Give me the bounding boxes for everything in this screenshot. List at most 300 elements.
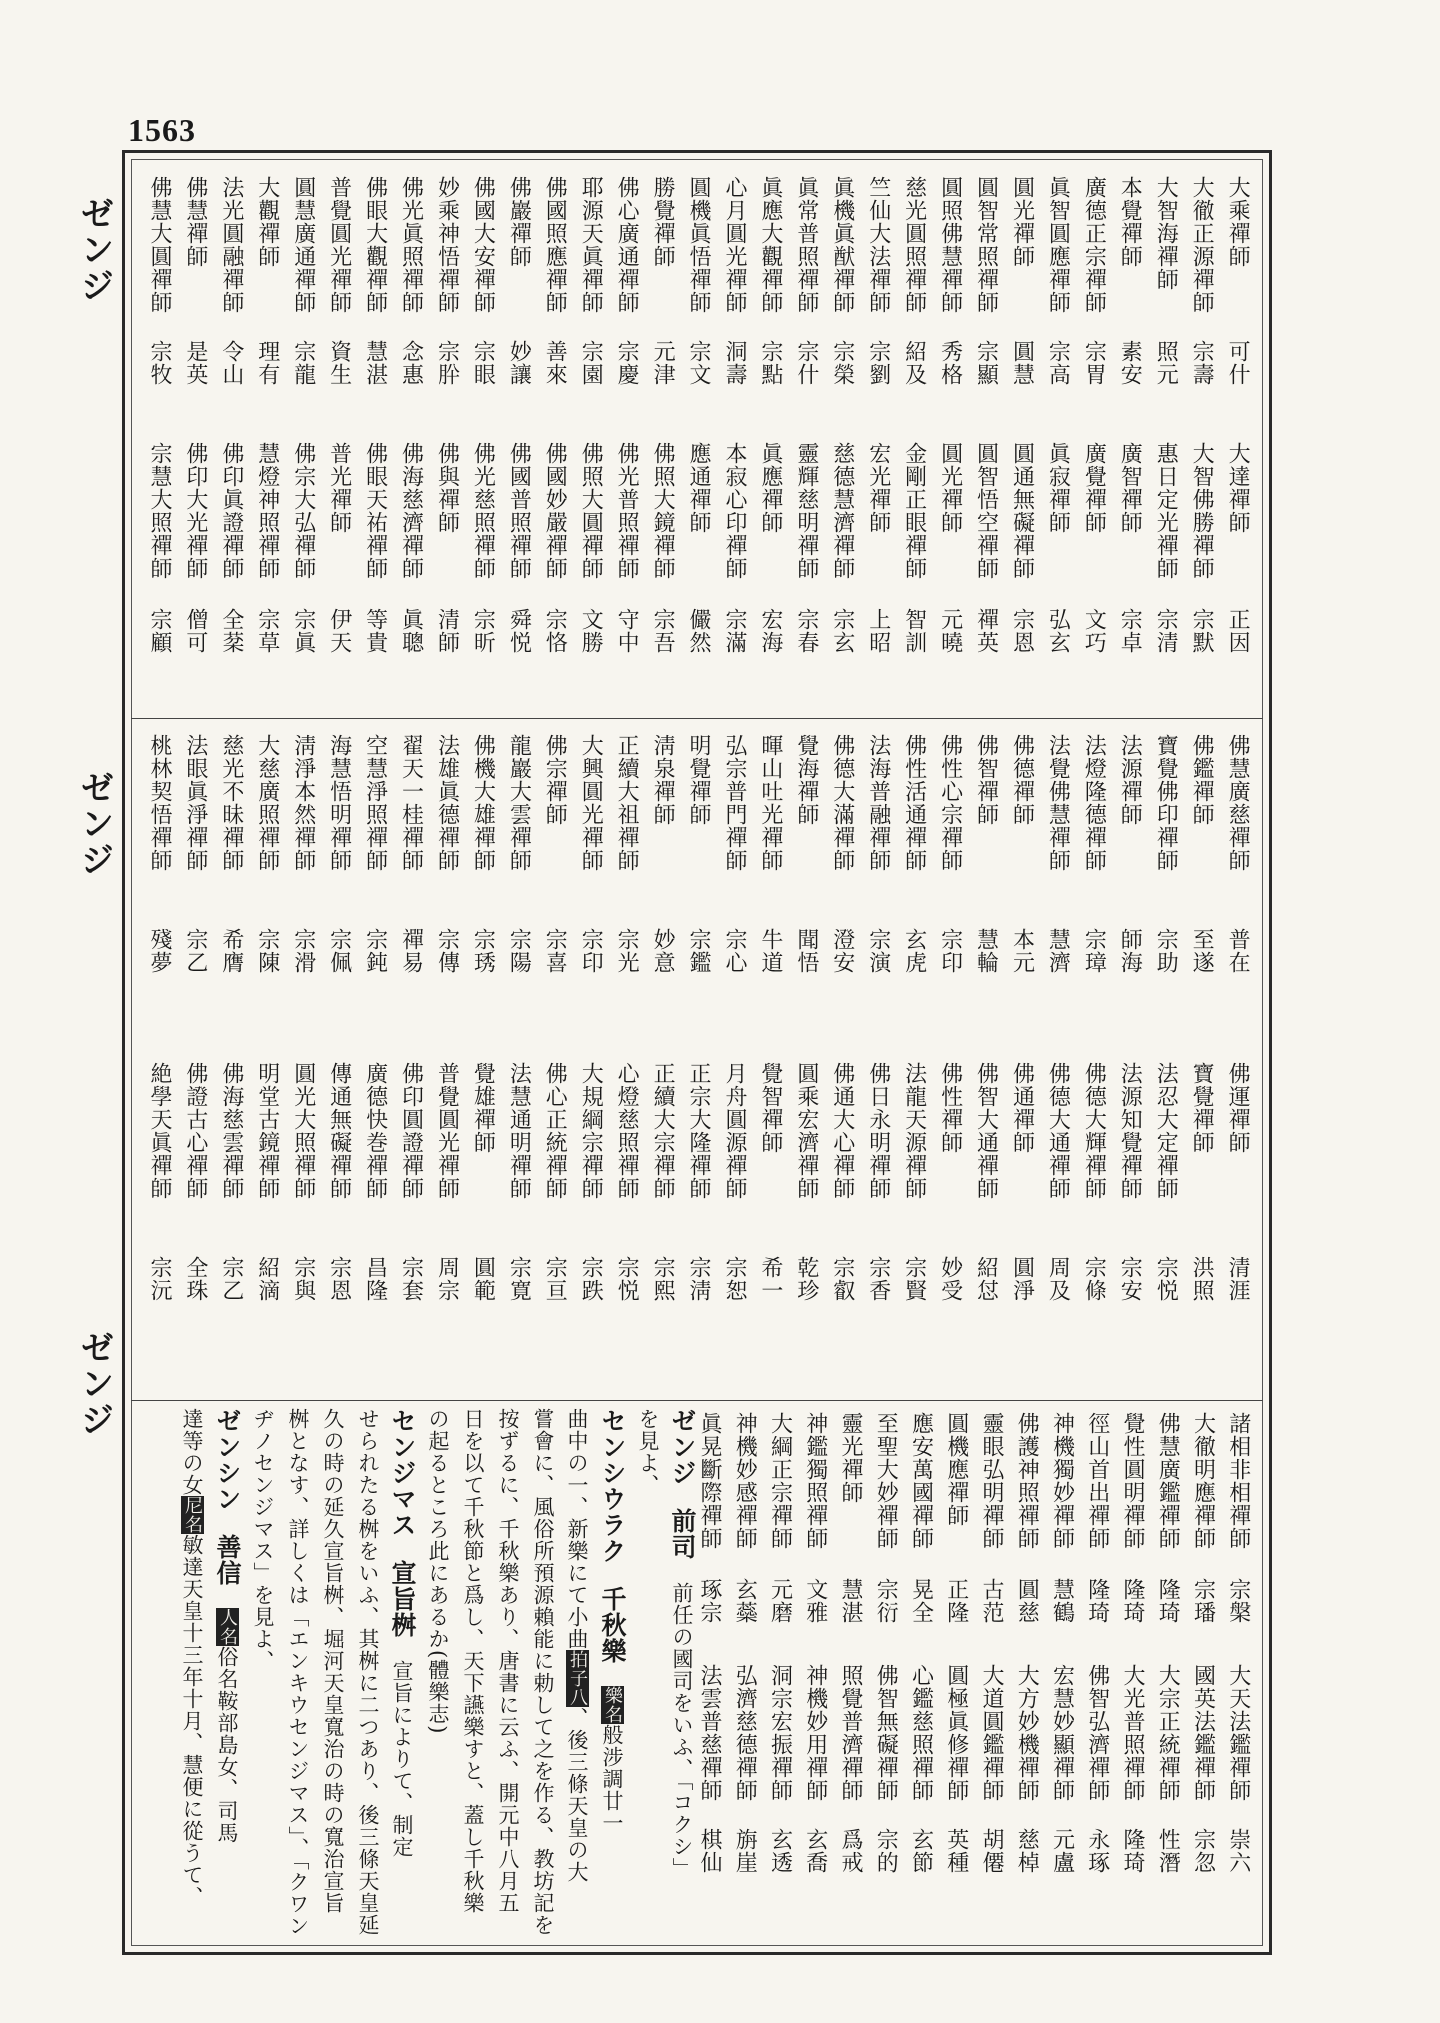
zen-master-title: 佛慧大圓禪師: [146, 176, 172, 314]
entry-text: 桝となす、詳しくは「エンキウセンジマス」、「クワン: [286, 1408, 310, 1937]
entry-column: [1007, 1408, 1042, 1938]
entry-column: [427, 730, 463, 1395]
zen-master-name: 宗助: [1153, 928, 1179, 974]
zen-master-name: 宗胃: [1081, 340, 1107, 386]
zen-master-title: 圓極眞修禪師: [943, 1664, 969, 1802]
zen-master-name: 文勝: [578, 608, 604, 654]
zen-master-title: 法海普融禪師: [865, 734, 891, 872]
zen-master-name: 周宗: [434, 1256, 460, 1302]
zen-master-title: 寶覺佛印禪師: [1153, 734, 1179, 872]
band-1-entries: [140, 172, 1254, 712]
zen-master-title: 宗慧大照禪師: [146, 442, 172, 580]
zen-master-name: 崇六: [1225, 1828, 1251, 1874]
zen-master-name: 澄安: [829, 928, 855, 974]
zen-master-title: 廣覺禪師: [1081, 442, 1107, 534]
zen-master-title: 佛通大心禪師: [829, 1062, 855, 1200]
zen-master-name: 清師: [434, 608, 460, 654]
entry-column: [571, 172, 607, 712]
zen-master-name: 殘夢: [146, 928, 172, 974]
zen-master-name: 宗佩: [326, 928, 352, 974]
zen-master-title: 佛國妙嚴禪師: [542, 442, 568, 580]
zen-master-name: 牛道: [757, 928, 783, 974]
prose-col: [385, 1408, 420, 1938]
entry-column: [643, 172, 679, 712]
entry-column: [284, 730, 320, 1395]
entry-column: [823, 172, 859, 712]
zen-master-title: 佛德禪師: [1009, 734, 1035, 826]
entry-column: [831, 1408, 866, 1938]
zen-master-name: 宗園: [578, 340, 604, 386]
entry-column: [761, 1408, 796, 1938]
zen-master-name: 乾珍: [793, 1256, 819, 1302]
zen-master-title: 大方妙機禪師: [1014, 1664, 1040, 1802]
zen-master-name: 宗琇: [470, 928, 496, 974]
entry-heading: センシウラク: [598, 1408, 627, 1564]
zen-master-name: 宗卓: [1117, 608, 1143, 654]
prose-entries: [140, 1408, 700, 1938]
zen-master-title: 佛慧廣鑑禪師: [1155, 1412, 1181, 1550]
zen-master-title: 大智佛勝禪師: [1189, 442, 1215, 580]
zen-master-name: 棋仙: [697, 1828, 722, 1874]
zen-master-name: 宗與: [290, 1256, 316, 1302]
zen-master-title: 海慧悟明禪師: [326, 734, 352, 872]
prose-col: [315, 1408, 350, 1938]
zen-master-name: 宗榮: [829, 340, 855, 386]
entry-column: [931, 730, 967, 1395]
entry-column: [1043, 1408, 1078, 1938]
zen-master-title: 心鑑慈照禪師: [908, 1664, 934, 1802]
zen-master-name: 文巧: [1081, 608, 1107, 654]
zen-master-title: 佛眼大觀禪師: [362, 176, 388, 314]
side-header-2: ゼンジ: [74, 770, 114, 878]
zen-master-name: 宗玄: [829, 608, 855, 654]
zen-master-title: 大智海禪師: [1153, 176, 1179, 291]
zen-master-name: 宗亘: [542, 1256, 568, 1302]
zen-master-title: 佛機大雄禪師: [470, 734, 496, 872]
zen-master-title: 法覺佛慧禪師: [1045, 734, 1071, 872]
zen-master-name: 琢宗: [697, 1578, 722, 1624]
zen-master-title: 佛智大通禪師: [973, 1062, 999, 1200]
zen-master-name: 希一: [757, 1256, 783, 1302]
zen-master-name: 禪英: [973, 608, 999, 654]
zen-master-title: 本寂心印禪師: [721, 442, 747, 580]
zen-master-name: 玄透: [767, 1828, 793, 1874]
zen-master-title: 勝覺禪師: [650, 176, 676, 268]
prose-col: [280, 1408, 315, 1938]
zen-master-name: 隆琦: [1084, 1578, 1110, 1624]
zen-master-name: 上昭: [865, 608, 891, 654]
zen-master-title: 淸泉禪師: [650, 734, 676, 826]
zen-master-name: 宗沅: [146, 1256, 172, 1302]
zen-master-name: 宗鑑: [686, 928, 711, 974]
zen-master-title: 佛印圓證禪師: [398, 1062, 424, 1200]
zen-master-title: 佛智禪師: [973, 734, 999, 826]
zen-master-name: 宗劉: [865, 340, 891, 386]
zen-master-title: 大達禪師: [1225, 442, 1251, 534]
zen-master-name: 玄節: [908, 1828, 934, 1874]
zen-master-name: 玄蘂: [732, 1578, 758, 1624]
zen-master-title: 佛慧禪師: [182, 176, 208, 268]
entry-column: [248, 172, 284, 712]
entry-column: [796, 1408, 831, 1938]
band-divider-1: [131, 718, 1263, 719]
zen-master-title: 佛海慈雲禪師: [218, 1062, 244, 1200]
prose-col: [560, 1408, 595, 1938]
entry-column: [607, 730, 643, 1395]
zen-master-title: 眞應大觀禪師: [757, 176, 783, 314]
zen-master-title: 大慈廣照禪師: [254, 734, 280, 872]
zen-master-title: 法龍天源禪師: [901, 1062, 927, 1200]
zen-master-title: 本覺禪師: [1117, 176, 1143, 268]
prose-col: [175, 1408, 210, 1938]
zen-master-name: 慧鶴: [1049, 1578, 1075, 1624]
zen-master-title: 大乘禪師: [1225, 176, 1251, 268]
zen-master-title: 大興圓光禪師: [578, 734, 604, 872]
zen-master-title: 法眼眞淨禪師: [182, 734, 208, 872]
zen-master-title: 佛運禪師: [1225, 1062, 1251, 1154]
zen-master-title: 妙乘神悟禪師: [434, 176, 460, 314]
entry-column: [1074, 730, 1110, 1395]
zen-master-title: 佛眼天祐禪師: [362, 442, 388, 580]
zen-master-name: 聞悟: [793, 928, 819, 974]
entry-text: ヂノセンジマス」を見よ、: [251, 1408, 275, 1672]
zen-master-title: 普光禪師: [326, 442, 352, 534]
prose-col: [210, 1408, 245, 1938]
zen-master-title: 耶源天眞禪師: [578, 176, 604, 314]
zen-master-title: 佛德大滿禪師: [829, 734, 855, 872]
entry-column: [895, 730, 931, 1395]
zen-master-name: 宗心: [721, 928, 747, 974]
zen-master-title: 大道圓鑑禪師: [979, 1664, 1004, 1802]
entry-column: [1182, 730, 1218, 1395]
zen-master-title: 佛慧廣慈禪師: [1225, 734, 1251, 872]
entry-column: [607, 172, 643, 712]
zen-master-title: 正宗大隆禪師: [686, 1062, 711, 1200]
zen-master-title: 圓機眞悟禪師: [686, 176, 711, 314]
entry-column: [356, 172, 392, 712]
zen-master-title: 眞機眞猷禪師: [829, 176, 855, 314]
zen-master-name: 胡僊: [979, 1828, 1004, 1874]
zen-master-name: 慧輪: [973, 928, 999, 974]
prose-col: [595, 1408, 630, 1938]
zen-master-name: 晃全: [908, 1578, 934, 1624]
band-3-entries: [690, 1408, 1254, 1938]
zen-master-title: 佛智無礙禪師: [873, 1664, 899, 1802]
zen-master-title: 大光普照禪師: [1120, 1664, 1145, 1802]
entry-column: [571, 730, 607, 1395]
zen-master-name: 爲戒: [838, 1828, 863, 1874]
entry-tag: 尼名: [182, 1496, 203, 1534]
prose-col: [490, 1408, 525, 1938]
zen-master-title: 佛與禪師: [434, 442, 460, 534]
zen-master-name: 宗印: [578, 928, 604, 974]
zen-master-title: 至聖大妙禪師: [873, 1412, 899, 1550]
entry-column: [725, 1408, 760, 1938]
zen-master-title: 月舟圓源禪師: [721, 1062, 747, 1200]
entry-column: [1110, 172, 1146, 712]
prose-col: [525, 1408, 560, 1938]
entry-column: [356, 730, 392, 1395]
zen-master-name: 慈棹: [1014, 1828, 1040, 1874]
zen-master-name: 旃崖: [732, 1828, 758, 1874]
zen-master-title: 佛巖禪師: [506, 176, 532, 268]
zen-master-title: 大天法鑑禪師: [1225, 1664, 1251, 1802]
entry-column: [866, 1408, 901, 1938]
zen-master-title: 佛日永明禪師: [865, 1062, 891, 1200]
zen-master-title: 惠日定光禪師: [1153, 442, 1179, 580]
zen-master-name: 宗喜: [542, 928, 568, 974]
zen-master-name: 令山: [218, 340, 244, 386]
zen-master-name: 宗香: [865, 1256, 891, 1302]
zen-master-title: 眞常普照禪師: [793, 176, 819, 314]
zen-master-title: 圓機應禪師: [943, 1412, 969, 1527]
zen-master-name: 僧可: [182, 608, 208, 654]
zen-master-name: 玄喬: [802, 1828, 828, 1874]
zen-master-title: 諸相非相禪師: [1225, 1412, 1251, 1550]
zen-master-title: 圓光禪師: [937, 442, 963, 534]
zen-master-name: 圓慈: [1014, 1578, 1040, 1624]
entry-column: [859, 172, 895, 712]
zen-master-name: 宗牧: [146, 340, 172, 386]
entry-column: [212, 730, 248, 1395]
zen-master-title: 眞晃斷際禪師: [697, 1412, 722, 1550]
zen-master-title: 宏光禪師: [865, 442, 891, 534]
zen-master-title: 佛智弘濟禪師: [1084, 1664, 1110, 1802]
entry-column: [284, 172, 320, 712]
zen-master-title: 佛護神照禪師: [1014, 1412, 1040, 1550]
zen-master-title: 覺智禪師: [757, 1062, 783, 1154]
entry-column: [1182, 172, 1218, 712]
zen-master-name: 宗衍: [873, 1578, 899, 1624]
entry-column: [1038, 730, 1074, 1395]
zen-master-title: 翟天一桂禪師: [398, 734, 424, 872]
zen-master-name: 等貴: [362, 608, 388, 654]
zen-master-name: 宗壽: [1189, 340, 1215, 386]
zen-master-title: 龍巖大雲禪師: [506, 734, 532, 872]
zen-master-name: 全棻: [218, 608, 244, 654]
zen-master-title: 眞智圓應禪師: [1045, 176, 1071, 314]
zen-master-title: 神鑑獨照禪師: [802, 1412, 828, 1550]
zen-master-title: 覺性圓明禪師: [1120, 1412, 1145, 1550]
zen-master-name: 本元: [1009, 928, 1035, 974]
prose-col: [245, 1408, 280, 1938]
zen-master-title: 佛通禪師: [1009, 1062, 1035, 1154]
zen-master-name: 宗跌: [578, 1256, 604, 1302]
zen-master-name: 宗傳: [434, 928, 460, 974]
zen-master-name: 隆琦: [1120, 1578, 1145, 1624]
zen-master-name: 元曉: [937, 608, 963, 654]
zen-master-title: 法雲普慈禪師: [697, 1664, 722, 1802]
zen-master-title: 大宗正統禪師: [1155, 1664, 1181, 1802]
zen-master-title: 圓智悟空禪師: [973, 442, 999, 580]
zen-master-name: 素安: [1117, 340, 1143, 386]
zen-master-name: 宗春: [793, 608, 819, 654]
entry-column: [463, 172, 499, 712]
zen-master-name: 元津: [650, 340, 676, 386]
zen-master-name: 宗滿: [721, 608, 747, 654]
entry-text: 敏達天皇十三年十月、慧便に從うて、: [180, 1534, 204, 1908]
zen-master-name: 智訓: [901, 608, 927, 654]
entry-title: 宣旨桝: [388, 1560, 417, 1638]
zen-master-name: 念惠: [398, 340, 424, 386]
entry-column: [823, 730, 859, 1395]
entry-column: [176, 172, 212, 712]
zen-master-name: 宗璋: [1081, 928, 1107, 974]
entry-text: 宣旨によりて、制定: [390, 1660, 414, 1858]
zen-master-title: 佛光眞照禪師: [398, 176, 424, 314]
entry-column: [1002, 730, 1038, 1395]
zen-master-title: 寶覺禪師: [1189, 1062, 1215, 1154]
zen-master-title: 普覺圓光禪師: [434, 1062, 460, 1200]
zen-master-name: 宗賢: [901, 1256, 927, 1302]
zen-master-name: 宗高: [1045, 340, 1071, 386]
zen-master-name: 元盧: [1049, 1828, 1075, 1874]
zen-master-title: 神機妙感禪師: [732, 1412, 758, 1550]
zen-master-title: 暉山吐光禪師: [757, 734, 783, 872]
zen-master-title: 慧燈神照禪師: [254, 442, 280, 580]
zen-master-title: 廣智禪師: [1117, 442, 1143, 534]
band-2-entries: [140, 730, 1254, 1395]
zen-master-name: 舜悦: [506, 608, 532, 654]
zen-master-title: 明堂古鏡禪師: [254, 1062, 280, 1200]
entry-column: [1110, 730, 1146, 1395]
entry-tag: 拍子八: [567, 1650, 588, 1707]
entry-column: [320, 172, 356, 712]
zen-master-name: 宗恩: [326, 1256, 352, 1302]
zen-master-title: 靈眼弘明禪師: [979, 1412, 1004, 1550]
entry-text: 、後三條天皇の大: [565, 1707, 589, 1883]
prose-col: [455, 1408, 490, 1938]
entry-column: [1184, 1408, 1219, 1938]
zen-master-title: 法雄眞德禪師: [434, 734, 460, 872]
zen-master-name: 宗忽: [1190, 1828, 1216, 1874]
zen-master-title: 圓光禪師: [1009, 176, 1035, 268]
entry-column: [212, 172, 248, 712]
zen-master-name: 資生: [326, 340, 352, 386]
entry-text: 曲中の一、新樂にて小曲: [565, 1408, 589, 1650]
entry-column: [535, 172, 571, 712]
entry-column: [1218, 172, 1254, 712]
entry-column: [1113, 1408, 1148, 1938]
zen-master-title: 圓光大照禪師: [290, 1062, 316, 1200]
entry-column: [967, 730, 1003, 1395]
zen-master-name: 元磨: [767, 1578, 793, 1624]
zen-master-name: 宗顯: [973, 340, 999, 386]
zen-master-title: 法源禪師: [1117, 734, 1143, 826]
entry-column: [535, 730, 571, 1395]
zen-master-title: 靈光禪師: [838, 1412, 863, 1504]
zen-master-name: 宗眞: [290, 608, 316, 654]
entry-heading: センジマス: [388, 1408, 417, 1538]
zen-master-name: 圓慧: [1009, 340, 1035, 386]
zen-master-title: 眞寂禪師: [1045, 442, 1071, 534]
zen-master-name: 宗的: [873, 1828, 899, 1874]
zen-master-title: 明覺禪師: [686, 734, 711, 826]
zen-master-name: 宗恕: [721, 1256, 747, 1302]
zen-master-name: 全珠: [182, 1256, 208, 1302]
entry-column: [859, 730, 895, 1395]
zen-master-title: 法源知覺禪師: [1117, 1062, 1143, 1200]
zen-master-title: 法忍大定禪師: [1153, 1062, 1179, 1200]
entry-column: [787, 172, 823, 712]
zen-master-name: 宗眼: [470, 340, 496, 386]
zen-master-title: 佛證古心禪師: [182, 1062, 208, 1200]
zen-master-title: 佛光普照禪師: [614, 442, 640, 580]
entry-column: [679, 730, 715, 1395]
entry-column: [1146, 172, 1182, 712]
zen-master-title: 心月圓光禪師: [721, 176, 747, 314]
zen-master-name: 玄虎: [901, 928, 927, 974]
zen-master-name: 古范: [979, 1578, 1004, 1624]
zen-master-title: 佛光慈照禪師: [470, 442, 496, 580]
entry-tag: 樂名: [602, 1686, 623, 1724]
zen-master-title: 佛性禪師: [937, 1062, 963, 1154]
zen-master-name: 宗熙: [650, 1256, 676, 1302]
zen-master-title: 弘濟慈德禪師: [732, 1664, 758, 1802]
zen-master-name: 宗昕: [470, 608, 496, 654]
prose-col: [630, 1408, 665, 1938]
entry-text: の起るところ此にあるか(體樂志): [426, 1408, 450, 1735]
zen-master-name: 宗槃: [1225, 1578, 1251, 1624]
zen-master-name: 宗陳: [254, 928, 280, 974]
zen-master-title: 圓智常照禪師: [973, 176, 999, 314]
zen-master-name: 禪易: [398, 928, 424, 974]
prose-col: [350, 1408, 385, 1938]
entry-column: [751, 172, 787, 712]
zen-master-name: 圓範: [470, 1256, 496, 1302]
zen-master-title: 國英法鑑禪師: [1190, 1664, 1216, 1802]
zen-master-name: 昌隆: [362, 1256, 388, 1302]
zen-master-title: 宏慧妙顯禪師: [1049, 1664, 1075, 1802]
entry-heading: ゼンジ: [668, 1408, 697, 1486]
entry-column: [902, 1408, 937, 1938]
zen-master-name: 理有: [254, 340, 280, 386]
entry-tag: 人名: [217, 1608, 238, 1646]
entry-column: [967, 172, 1003, 712]
entry-text: 按ずるに、千秋樂あり、唐書に云ふ、開元中八月五: [496, 1408, 520, 1914]
zen-master-title: 眞應禪師: [757, 442, 783, 534]
entry-text: 般涉調廿一: [600, 1724, 624, 1834]
zen-master-name: 守中: [614, 608, 640, 654]
zen-master-name: 宗吾: [650, 608, 676, 654]
entry-text: 嘗會に、風俗所預源賴能に勅して之を作る、教坊記を: [531, 1408, 555, 1936]
entry-column: [176, 730, 212, 1395]
zen-master-name: 照元: [1153, 340, 1179, 386]
zen-master-name: 紹怤: [973, 1256, 999, 1302]
entry-column: [679, 172, 715, 712]
side-header-3: ゼンジ: [74, 1330, 114, 1438]
zen-master-title: 神機妙用禪師: [802, 1664, 828, 1802]
zen-master-name: 正因: [1225, 608, 1251, 654]
zen-master-name: 宗清: [1153, 608, 1179, 654]
entry-column: [643, 730, 679, 1395]
zen-master-title: 法燈隆德禪師: [1081, 734, 1107, 872]
zen-master-name: 希膺: [218, 928, 244, 974]
zen-master-name: 宗演: [865, 928, 891, 974]
zen-master-name: 宗龍: [290, 340, 316, 386]
zen-master-name: 伊天: [326, 608, 352, 654]
zen-master-name: 秀格: [937, 340, 963, 386]
zen-master-name: 宗淸: [686, 1256, 711, 1302]
zen-master-title: 神機獨妙禪師: [1049, 1412, 1075, 1550]
zen-master-title: 佛鑑禪師: [1189, 734, 1215, 826]
zen-master-title: 照覺普濟禪師: [838, 1664, 863, 1802]
zen-master-title: 大徹正源禪師: [1189, 176, 1215, 314]
zen-master-name: 隆琦: [1120, 1828, 1145, 1874]
zen-master-name: 宗乙: [182, 928, 208, 974]
zen-master-name: 宗默: [1189, 608, 1215, 654]
zen-master-title: 應通禪師: [686, 442, 711, 534]
